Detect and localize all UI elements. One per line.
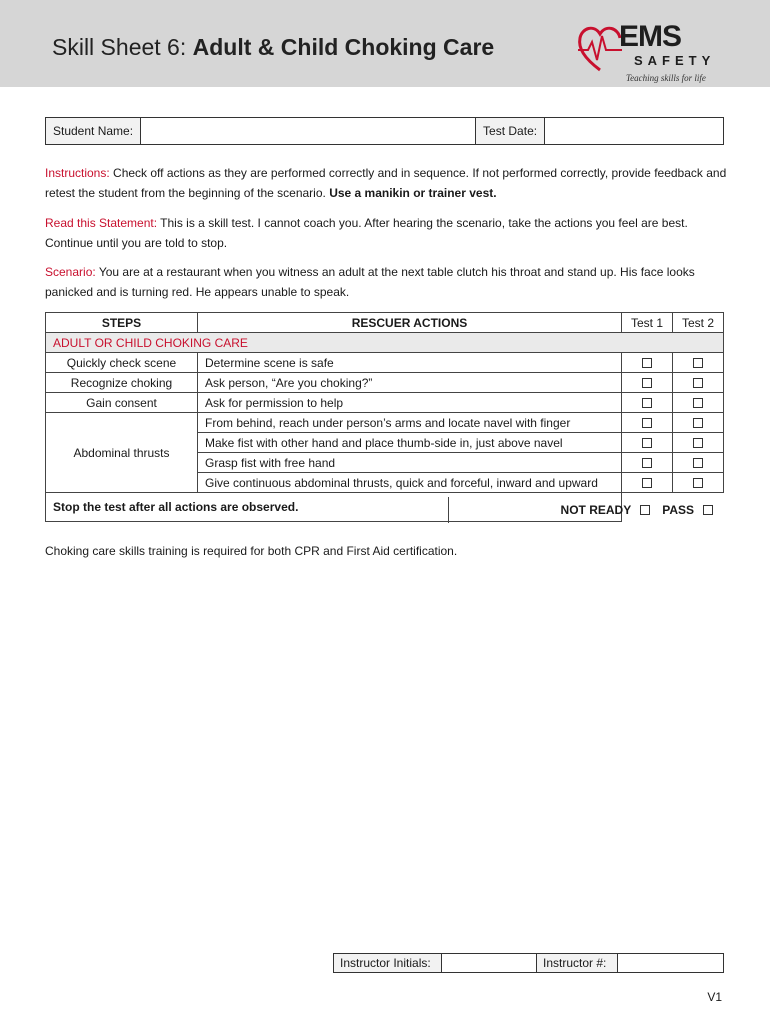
- instructor-number-label: Instructor #:: [537, 954, 618, 973]
- page-title: Skill Sheet 6: Adult & Child Choking Care: [52, 34, 495, 60]
- test2-checkbox[interactable]: [693, 398, 703, 408]
- action-label: Ask for permission to help: [198, 393, 622, 413]
- step-label: Quickly check scene: [46, 353, 198, 373]
- table-row: [46, 413, 724, 433]
- instructor-initials-label: Instructor Initials:: [334, 954, 442, 973]
- header-test-1: Test 1: [622, 313, 673, 333]
- table-row: [46, 393, 724, 413]
- student-name-label: Student Name:: [46, 118, 141, 145]
- test1-checkbox[interactable]: [642, 418, 652, 428]
- header-test-2: Test 2: [673, 313, 724, 333]
- table-row: [46, 373, 724, 393]
- table-row: [46, 353, 724, 373]
- header-rescuer-actions: RESCUER ACTIONS: [198, 313, 622, 333]
- test2-checkbox[interactable]: [693, 378, 703, 388]
- instructor-initials-field[interactable]: [442, 954, 537, 973]
- version-label: V1: [707, 990, 722, 1004]
- test1-checkbox[interactable]: [642, 478, 652, 488]
- instructions-label: Instructions:: [45, 166, 110, 180]
- instructor-number-field[interactable]: [618, 954, 724, 973]
- test1-checkbox[interactable]: [642, 438, 652, 448]
- action-label: From behind, reach under person’s arms and locate navel with finger: [198, 413, 622, 433]
- statement-paragraph: Read this Statement: This is a skill test. I cannot coach you. After hearing the scenario, take the actions you feel are best. Continue until you are told to stop.: [45, 216, 688, 250]
- header-steps: STEPS: [46, 313, 198, 333]
- test-date-label: Test Date:: [476, 118, 545, 145]
- pass-label: PASS: [662, 503, 694, 517]
- action-label: Determine scene is safe: [198, 353, 622, 373]
- instructions-paragraph: Instructions: Check off actions as they are performed correctly and in sequence. If not performed correctly, provide feedback and retest the student from the beginning of the scenario. Use a manikin or trainer vest.: [45, 166, 727, 200]
- instructor-info-table: [333, 953, 724, 973]
- action-label: Grasp fist with free hand: [198, 453, 622, 473]
- logo-wordmark: EMS: [619, 20, 682, 53]
- student-name-field[interactable]: [141, 118, 476, 145]
- ems-safety-logo: [576, 18, 722, 88]
- skills-checklist-table: [45, 312, 724, 522]
- step-label: Gain consent: [46, 393, 198, 413]
- result-area: [448, 497, 725, 523]
- scenario-label: Scenario:: [45, 265, 96, 279]
- test2-checkbox[interactable]: [693, 418, 703, 428]
- test1-checkbox[interactable]: [642, 398, 652, 408]
- test2-checkbox[interactable]: [693, 458, 703, 468]
- not-ready-checkbox[interactable]: [640, 505, 650, 515]
- scenario-paragraph: Scenario: You are at a restaurant when you witness an adult at the next table clutch his throat and stand up. His face looks panicked and is turning red. He appears unable to speak.: [45, 265, 695, 299]
- action-label: Ask person, “Are you choking?”: [198, 373, 622, 393]
- test2-checkbox[interactable]: [693, 358, 703, 368]
- step-label: Recognize choking: [46, 373, 198, 393]
- test2-checkbox[interactable]: [693, 478, 703, 488]
- test1-checkbox[interactable]: [642, 458, 652, 468]
- logo-tagline: Teaching skills for life: [626, 73, 706, 83]
- test1-checkbox[interactable]: [642, 358, 652, 368]
- test1-checkbox[interactable]: [642, 378, 652, 388]
- certification-note: Choking care skills training is required for both CPR and First Aid certification.: [45, 544, 458, 558]
- stop-test-note: Stop the test after all actions are observed.: [46, 493, 622, 522]
- student-info-table: [45, 117, 724, 145]
- heart-pulse-icon: [576, 20, 624, 76]
- action-label: Make fist with other hand and place thumb-side in, just above navel: [198, 433, 622, 453]
- logo-subword: SAFETY: [634, 53, 716, 68]
- test2-checkbox[interactable]: [693, 438, 703, 448]
- statement-label: Read this Statement:: [45, 216, 158, 230]
- test-date-field[interactable]: [545, 118, 724, 145]
- action-label: Give continuous abdominal thrusts, quick and forceful, inward and upward: [198, 473, 622, 493]
- not-ready-label: NOT READY: [560, 503, 632, 517]
- step-label: Abdominal thrusts: [46, 413, 198, 493]
- pass-checkbox[interactable]: [703, 505, 713, 515]
- section-adult-child-choking: ADULT OR CHILD CHOKING CARE: [46, 333, 724, 353]
